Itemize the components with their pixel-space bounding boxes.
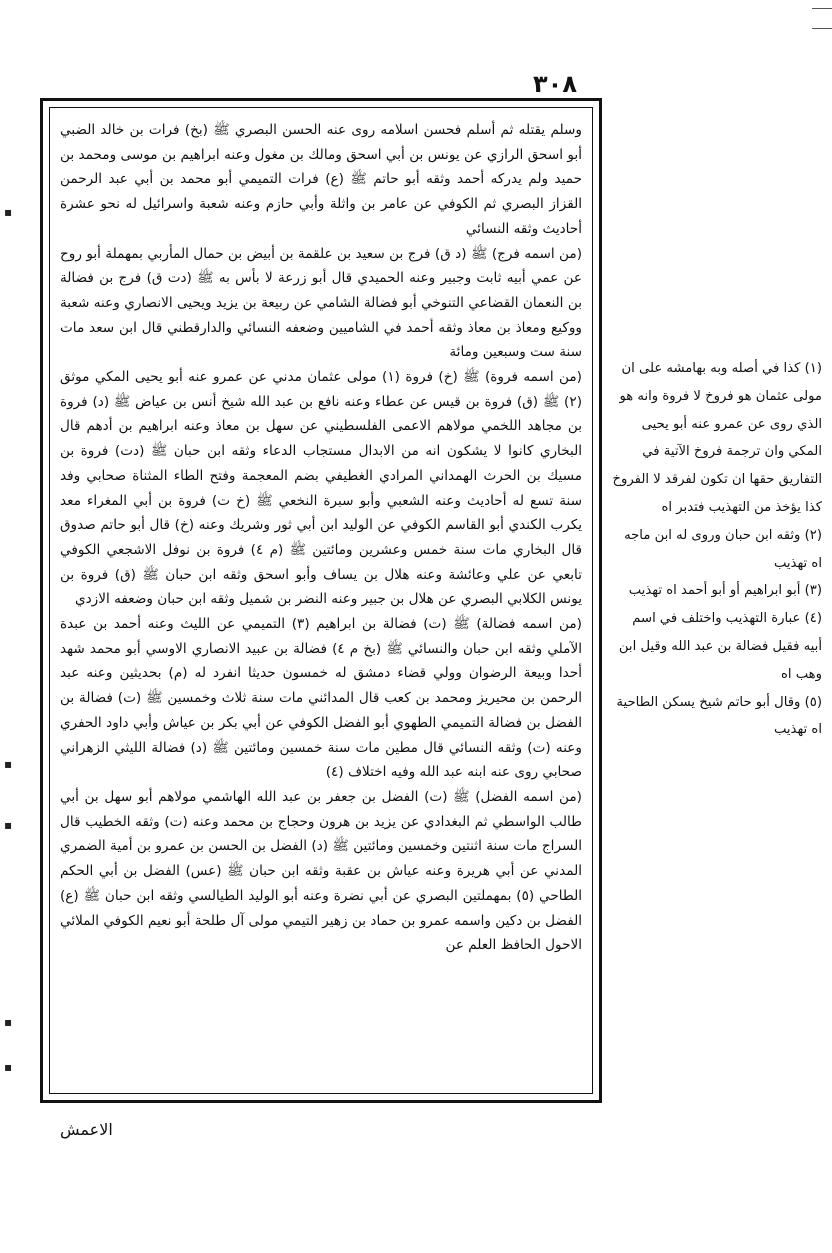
- entry-paragraph: (من اسمه فروة) ﷺ (خ) فروة (١) مولى عثمان مدني عن عمرو عنه أبو يحيى المكي موثق (٢) ﷺ (ق) فروة بن قيس عن عطاء وعنه نافع بن عبد الله شيخ أنس بن عياض ﷺ (د) فروة بن مجاهد اللخمي مولاهم الاعمى الفلسطيني عن سهل بن معاذ وعنه ابراهيم بن أدهم قال البخاري كانوا لا يشكون انه من الابدال مستجاب الدعاء وثقه ابن حبان ﷺ (دت) فروة بن مسيك بن الحرث الهمداني المرادي الغطيفي بضم المعجمة وفتح الطاء المثناة صحابي وفد سنة تسع له أحاديث وعنه الشعبي وأبو سبرة النخعي ﷺ (خ ت) فروة بن أبي المغراء معد يكرب الكندي أبو القاسم الكوفي عن الوليد ابن أبي ثور وشريك وعنه (خ) قال أبو حاتم صدوق قال البخاري مات سنة خمس وعشرين ومائتين ﷺ (م ٤) فروة بن نوفل الاشجعي الكوفي تابعي عن علي وعائشة وعنه هلال بن يساف وأبو اسحق وثقه ابن حبان ﷺ (ق) فروة بن يونس الكلابي البصري عن هلال بن جبير وعنه النضر بن شميل وثقه ابن حبان وضعفه الازدي: [60, 369, 583, 608]
- scan-mark: ▪: [4, 205, 13, 219]
- scan-mark: ▪: [4, 1060, 13, 1074]
- entry-paragraph: (من اسمه فرج) ﷺ (د ق) فرج بن سعيد بن علقمة بن أبيض بن حمال المأربي بمهملة أبو روح عن عمي أبيه ثابت وجبير وعنه الحميدي قال أبو زرعة لا بأس به ﷺ (دت ق) فرج بن فضالة بن النعمان القضاعي التنوخي أبو فضالة الشامي عن ربيعة بن يزيد ويحيى الانصاري وعنه شعبة ووكيع ومعاذ بن معاذ وثقه أحمد في الشاميين وضعفه النسائي والدارقطني قال ابن سعد مات سنة ست وسبعين ومائة: [60, 245, 582, 361]
- text-frame-inner: [49, 107, 593, 1094]
- margin-note: (١) كذا في أصله وبه بهامشه على ان مولى عثمان هو فروخ لا فروة وانه هو الذي روى عن عمرو عنه أبو يحيى المكي وان ترجمة فروخ الآتية في التفاريق حقها ان تكون لفرقد لا الفروخ كذا يؤخذ من التهذيب فتدبر اه: [612, 361, 822, 515]
- text-frame: [40, 98, 602, 1103]
- margin-note: (٥) وقال أبو حاتم شيخ يسكن الطاحية اه تهذيب: [616, 694, 822, 738]
- top-edge-rule: [812, 8, 832, 9]
- top-edge-rule-2: [812, 28, 832, 29]
- margin-note: (٤) عبارة التهذيب واختلف في اسم أبيه فقيل فضالة بن عبد الله وقيل ابن وهب اه: [618, 611, 822, 682]
- margin-note: (٣) أبو ابراهيم أو أبو أحمد اه تهذيب: [628, 583, 822, 599]
- main-text: [60, 118, 582, 958]
- entry-paragraph: (من اسمه فضالة) ﷺ (ت) فضالة بن ابراهيم (٣) التميمي عن الليث وعنه أحمد بن عبدة الآملي وثقه ابن حبان والنسائي ﷺ (بخ م ٤) فضالة بن عبيد الانصاري الاوسي أبو محمد شهد أحدا وبيعة الرضوان وولي قضاء دمشق له خمسون حديثا انفرد له (م) بحديثين وعنه عبد الرحمن بن محيريز ومحمد بن كعب قال المدائني مات سنة ثلاث وخمسين ﷺ (ت) فضالة بن الفضل بن فضالة التميمي الطهوي أبو الفضل الكوفي عن أبي بكر بن عياش وأبي داود الحفري وعنه (ت) وثقه النسائي قال مطين مات سنة خمسين ومائتين ﷺ (د) فضالة الليثي الزهراني صحابي روى عنه ابنه عبد الله وفيه اختلاف (٤): [60, 616, 582, 781]
- entry-paragraph: وسلم يقتله ثم أسلم فحسن اسلامه روى عنه الحسن البصري ﷺ (بخ) فرات بن خالد الضبي أبو اسحق الرازي عن يونس بن أبي اسحق ومالك بن مغول وعنه ابراهيم بن موسى ومحمد بن حميد ولم يدركه أحمد وثقه أبو حاتم ﷺ (ع) فرات التميمي أبو محمد بن أبي عبد الرحمن القزاز البصري ثم الكوفي عن عامر بن واثلة وأبي حازم وعنه شعبة واسرائيل له نحو عشرة أحاديث وثقه النسائي: [60, 122, 582, 237]
- margin-note: (٢) وثقه ابن حبان وروى له ابن ماجه اه تهذيب: [624, 527, 822, 571]
- scan-mark: ▪: [4, 818, 13, 832]
- catchword: الاعمش: [60, 1120, 113, 1139]
- margin-notes: [612, 355, 822, 855]
- page-number: ٣٠٨: [533, 70, 577, 98]
- scan-mark: ▪: [4, 1015, 13, 1029]
- scan-mark: ▪: [4, 757, 13, 771]
- entry-paragraph: (من اسمه الفضل) ﷺ (ت) الفضل بن جعفر بن عبد الله الهاشمي مولاهم أبو سهل بن أبي طالب الواسطي ثم البغدادي عن يزيد بن هرون وحجاج بن محمد وعنه (ت) وثقه الخطيب قال السراج مات سنة اثنتين وخمسين ومائتين ﷺ (د) الفضل بن الحسن بن عمرو بن أمية الضمري المدني عن أبي هريرة وعنه عياش بن عقبة وثقه ابن حبان ﷺ (عس) الفضل بن أبي الحكم الطاحي (٥) بمهملتين البصري عن أبي نضرة وعنه أبو الوليد الطيالسي وثقه ابن حبان ﷺ (ع) الفضل بن دكين واسمه عمرو بن حماد بن زهير التيمي مولى آل طلحة أبو نعيم الكوفي الملائي الاحول الحافظ العلم عن: [60, 788, 582, 954]
